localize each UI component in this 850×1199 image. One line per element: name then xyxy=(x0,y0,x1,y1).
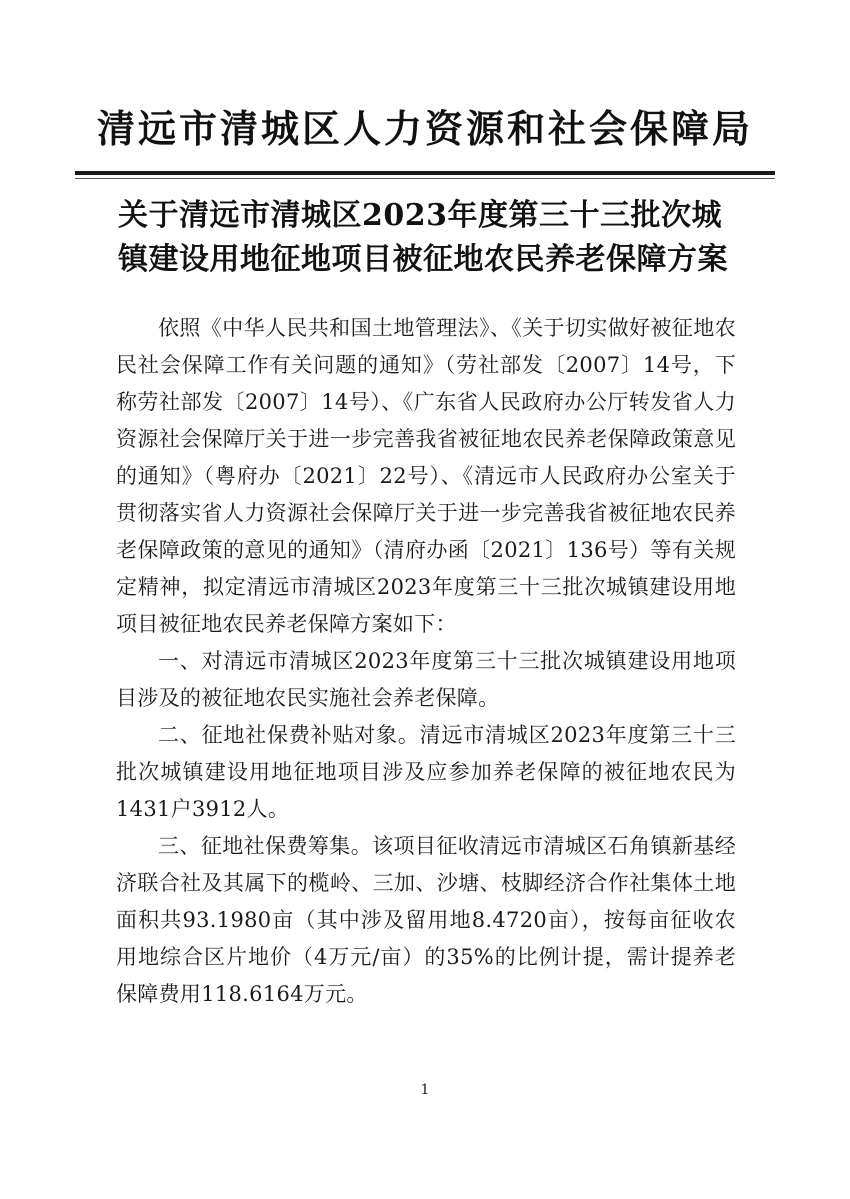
title-line-2: 镇建设用地征地项目被征地农民养老保障方案 xyxy=(118,242,728,277)
paragraph-item-3: 三、征地社保费筹集。该项目征收清远市清城区石角镇新基经济联合社及其属下的榄岭、三加、沙塘、枝脚经济合作社集体土地面积共93.1980亩（其中涉及留用地8.4720亩），按每亩征收农用地综合区片地价（4万元/亩）的35%的比例计提，需计提养老保障费用118.6164万元。 xyxy=(116,834,736,1006)
paragraph-basis: 依照《中华人民共和国土地管理法》、《关于切实做好被征地农民社会保障工作有关问题的通知》（劳社部发〔2007〕14号，下称劳社部发〔2007〕14号）、《广东省人民政府办公厅转发省人力资源社会保障厅关于进一步完善我省被征地农民养老保障政策意见的通知》（粤府办〔2021〕22号）、《清远市人民政府办公室关于贯彻落实省人力资源社会保障厅关于进一步完善我省被征地农民养老保障政策的意见的通知》（清府办函〔2021〕136号）等有关规定精神，拟定清远市清城区2023年度第三十三批次城镇建设用地项目被征地农民养老保障方案如下： xyxy=(116,316,736,636)
agency-header: 清远市清城区人力资源和社会保障局 xyxy=(96,106,753,151)
title-line-1: 关于清远市清城区2023年度第三十三批次城 xyxy=(118,198,722,233)
page-number: 1 xyxy=(420,1082,430,1098)
document-body xyxy=(116,310,736,1013)
document-title xyxy=(118,194,748,282)
paragraph-item-2: 二、征地社保费补贴对象。清远市清城区2023年度第三十三批次城镇建设用地征地项目涉及应参加养老保障的被征地农民为1431户3912人。 xyxy=(116,723,736,821)
paragraph-item-1: 一、对清远市清城区2023年度第三十三批次城镇建设用地项目涉及的被征地农民实施社会养老保障。 xyxy=(116,649,736,710)
header-divider-thick xyxy=(75,171,775,175)
header-divider-thin xyxy=(75,178,775,179)
